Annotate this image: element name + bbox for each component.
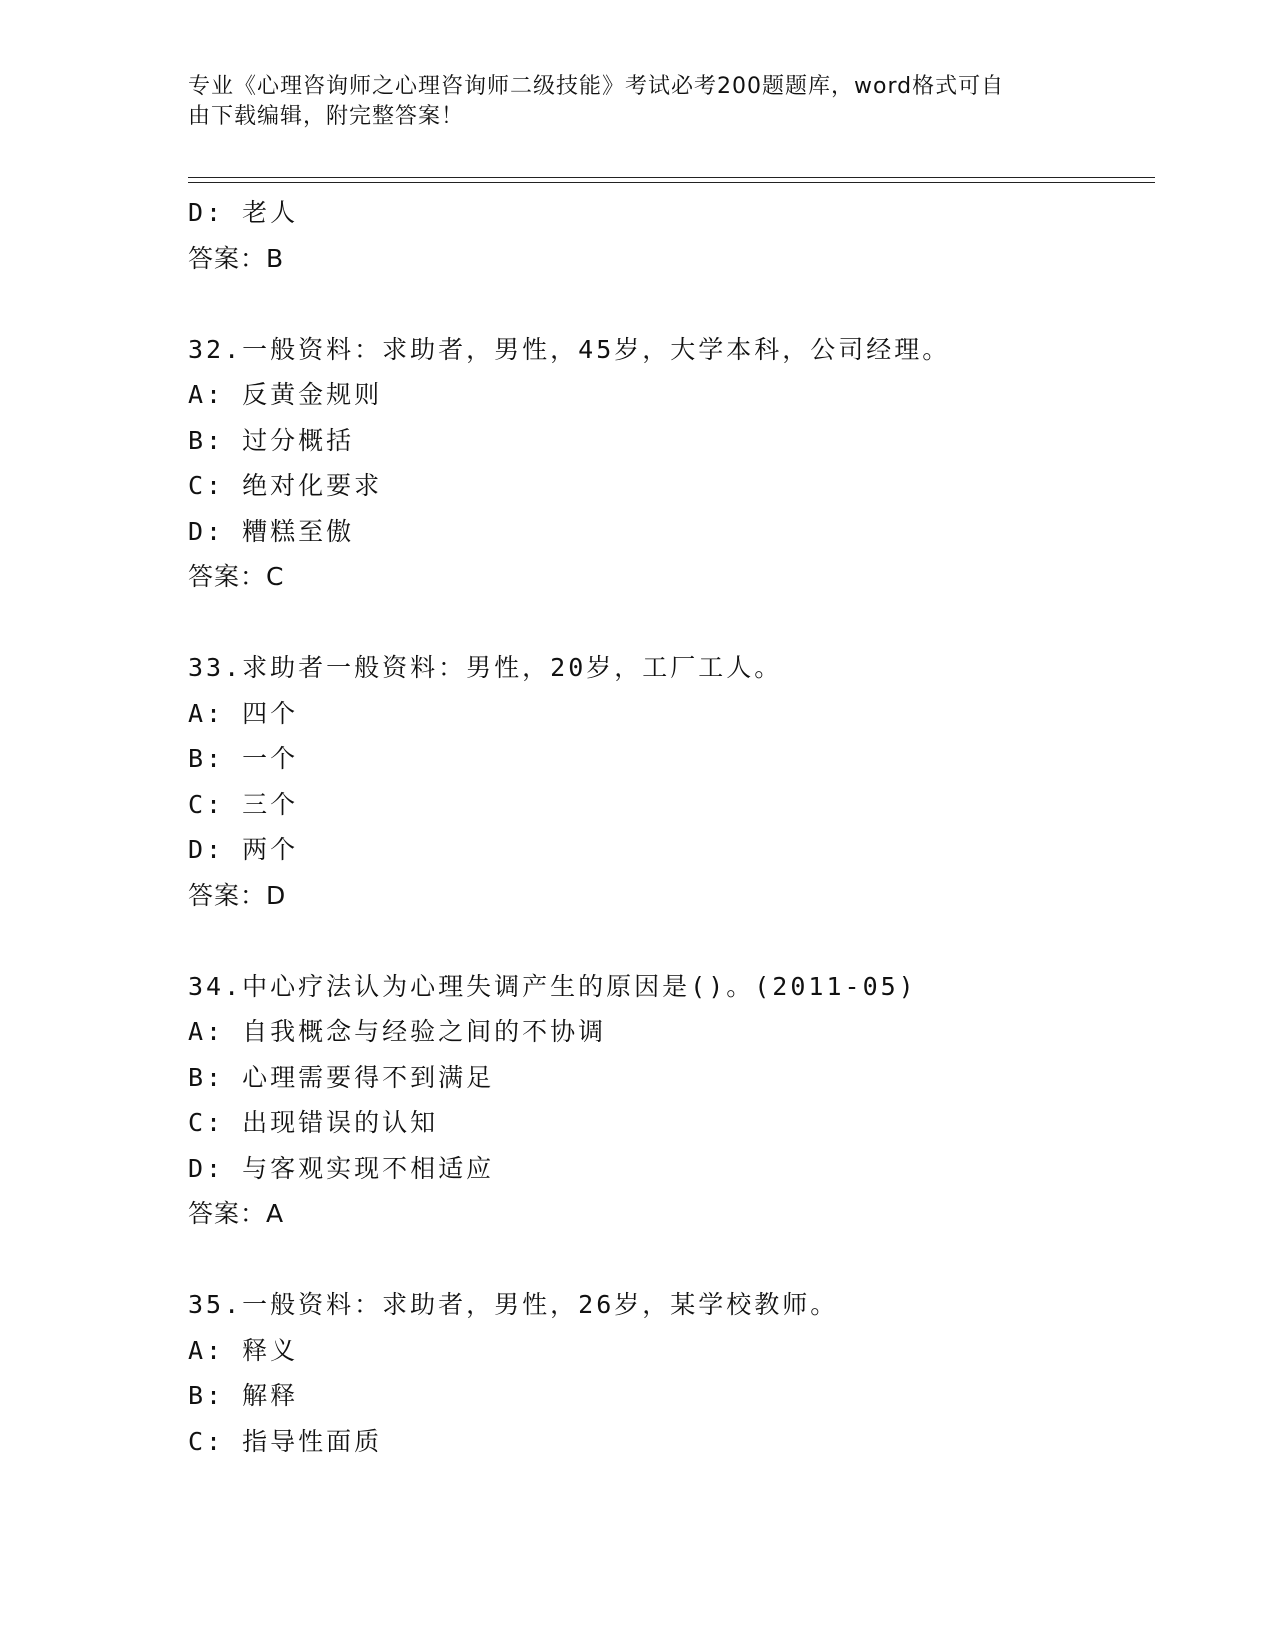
question-34 xyxy=(188,964,1148,1237)
header-line-1: 专业《心理咨询师之心理咨询师二级技能》考试必考200题题库，word格式可自 xyxy=(188,74,1005,99)
option-a: A: 释义 xyxy=(188,1335,299,1365)
option-b: B: 心理需要得不到满足 xyxy=(188,1062,495,1092)
question-stem: 34.中心疗法认为心理失调产生的原因是()。(2011-05) xyxy=(188,971,917,1001)
spacer xyxy=(188,281,1148,327)
question-stem: 33.求助者一般资料：男性，20岁，工厂工人。 xyxy=(188,653,783,682)
spacer xyxy=(188,1237,1148,1283)
option-d: D: 两个 xyxy=(188,835,299,864)
leading-option-d: D: 老人 xyxy=(188,198,299,227)
question-33 xyxy=(188,645,1148,918)
option-c: C: 指导性面质 xyxy=(188,1426,383,1456)
spacer xyxy=(188,600,1148,646)
header-line-2: 由下载编辑，附完整答案！ xyxy=(188,104,465,129)
document-header xyxy=(188,72,1068,132)
option-b: B: 一个 xyxy=(188,744,299,773)
answer-line: 答案：C xyxy=(188,562,285,591)
option-d: D: 与客观实现不相适应 xyxy=(188,1153,495,1183)
option-a: A: 反黄金规则 xyxy=(188,380,383,409)
option-c: C: 出现错误的认知 xyxy=(188,1108,439,1137)
header-divider-bottom xyxy=(188,182,1155,183)
option-c: C: 三个 xyxy=(188,789,299,819)
option-b: B: 过分概括 xyxy=(188,425,355,455)
leading-answer: 答案：B xyxy=(188,243,285,273)
header-divider-top xyxy=(188,177,1155,178)
question-32 xyxy=(188,327,1148,600)
option-a: A: 自我概念与经验之间的不协调 xyxy=(188,1017,607,1046)
option-b: B: 解释 xyxy=(188,1381,299,1410)
question-35 xyxy=(188,1282,1148,1464)
question-list xyxy=(188,190,1148,1464)
question-stem: 32.一般资料：求助者，男性，45岁，大学本科，公司经理。 xyxy=(188,334,951,364)
answer-line: 答案：A xyxy=(188,1199,285,1228)
spacer xyxy=(188,918,1148,964)
option-a: A: 四个 xyxy=(188,698,299,728)
question-stem: 35.一般资料：求助者，男性，26岁，某学校教师。 xyxy=(188,1290,839,1319)
option-c: C: 绝对化要求 xyxy=(188,471,383,500)
answer-line: 答案：D xyxy=(188,880,287,910)
option-d: D: 糟糕至傲 xyxy=(188,516,355,546)
